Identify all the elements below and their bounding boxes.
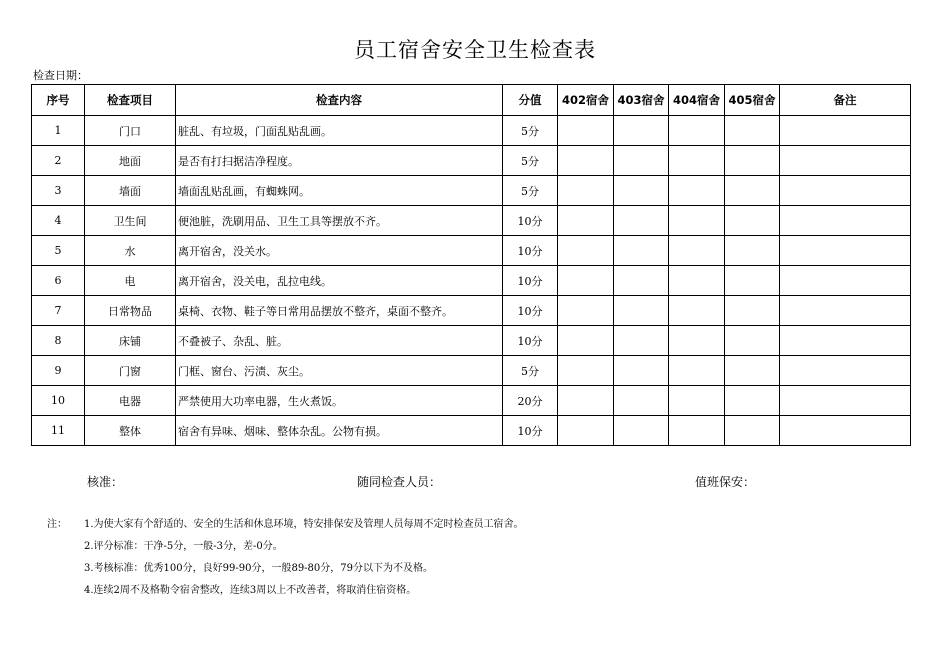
remarks-cell[interactable] — [780, 356, 911, 386]
inspection-item-cell: 床铺 — [85, 326, 176, 356]
inspection-item-cell: 卫生间 — [85, 206, 176, 236]
dorm-404-cell[interactable] — [669, 326, 725, 356]
dorm-405-cell[interactable] — [725, 296, 780, 326]
notes-label: 注： — [47, 519, 67, 530]
table-row — [32, 236, 911, 266]
dorm-402-cell[interactable] — [558, 236, 614, 266]
dorm-403-cell[interactable] — [614, 386, 669, 416]
inspection-content-cell: 墙面乱贴乱画，有蜘蛛网。 — [176, 176, 503, 206]
row-number-cell: 4 — [32, 206, 85, 236]
table-row — [32, 296, 911, 326]
score-cell: 5分 — [503, 116, 558, 146]
dorm-405-cell[interactable] — [725, 356, 780, 386]
dorm-404-cell[interactable] — [669, 386, 725, 416]
inspection-content-cell: 不叠被子、杂乱、脏。 — [176, 326, 503, 356]
dorm-402-cell[interactable] — [558, 116, 614, 146]
dorm-402-cell[interactable] — [558, 326, 614, 356]
header-cell-no: 序号 — [32, 85, 85, 116]
inspection-item-cell: 电 — [85, 266, 176, 296]
inspection-item-cell: 墙面 — [85, 176, 176, 206]
row-number-cell: 8 — [32, 326, 85, 356]
inspection-item-cell: 水 — [85, 236, 176, 266]
dorm-404-cell[interactable] — [669, 116, 725, 146]
table-row — [32, 326, 911, 356]
row-number-cell: 6 — [32, 266, 85, 296]
dorm-405-cell[interactable] — [725, 386, 780, 416]
dorm-403-cell[interactable] — [614, 236, 669, 266]
dorm-403-cell[interactable] — [614, 176, 669, 206]
note-line: 1.为使大家有个舒适的、安全的生活和休息环境，特安排保安及管理人员每周不定时检查员工宿舍。 — [84, 519, 524, 530]
score-cell: 10分 — [503, 206, 558, 236]
header-cell-content: 检查内容 — [176, 85, 503, 116]
table-row — [32, 176, 911, 206]
dorm-402-cell[interactable] — [558, 296, 614, 326]
dorm-404-cell[interactable] — [669, 266, 725, 296]
score-cell: 5分 — [503, 176, 558, 206]
dorm-403-cell[interactable] — [614, 116, 669, 146]
dorm-402-cell[interactable] — [558, 266, 614, 296]
dorm-405-cell[interactable] — [725, 206, 780, 236]
approver-signature-label: 核准： — [87, 475, 124, 489]
table-row — [32, 266, 911, 296]
note-line: 2.评分标准：干净-5分，一般-3分，差-0分。 — [84, 541, 283, 552]
inspection-item-cell: 电器 — [85, 386, 176, 416]
remarks-cell[interactable] — [780, 386, 911, 416]
header-cell-remarks: 备注 — [780, 85, 911, 116]
remarks-cell[interactable] — [780, 296, 911, 326]
remarks-cell[interactable] — [780, 236, 911, 266]
table-row — [32, 356, 911, 386]
inspection-item-cell: 地面 — [85, 146, 176, 176]
remarks-cell[interactable] — [780, 326, 911, 356]
dorm-404-cell[interactable] — [669, 176, 725, 206]
note-line: 3.考核标准：优秀100分，良好99-90分，一般89-80分，79分以下为不及格。 — [84, 563, 434, 574]
header-row — [32, 85, 911, 116]
dorm-405-cell[interactable] — [725, 176, 780, 206]
dorm-403-cell[interactable] — [614, 266, 669, 296]
dorm-403-cell[interactable] — [614, 326, 669, 356]
table-row — [32, 116, 911, 146]
inspection-item-cell: 日常物品 — [85, 296, 176, 326]
table-row — [32, 416, 911, 446]
dorm-405-cell[interactable] — [725, 266, 780, 296]
header-cell-score: 分值 — [503, 85, 558, 116]
inspector-signature-label: 随同检查人员： — [357, 475, 442, 489]
inspection-table — [31, 84, 911, 446]
score-cell: 10分 — [503, 236, 558, 266]
inspection-item-cell: 整体 — [85, 416, 176, 446]
table-row — [32, 146, 911, 176]
header-cell-402: 402宿舍 — [558, 85, 614, 116]
dorm-402-cell[interactable] — [558, 356, 614, 386]
note-line: 4.连续2周不及格勒令宿舍整改，连续3周以上不改善者，将取消住宿资格。 — [84, 585, 417, 596]
score-cell: 10分 — [503, 416, 558, 446]
remarks-cell[interactable] — [780, 176, 911, 206]
dorm-405-cell[interactable] — [725, 326, 780, 356]
inspection-content-cell: 离开宿舍，没关水。 — [176, 236, 503, 266]
row-number-cell: 9 — [32, 356, 85, 386]
header-cell-item: 检查项目 — [85, 85, 176, 116]
inspection-content-cell: 宿舍有异味、烟味、整体杂乱。公物有损。 — [176, 416, 503, 446]
dorm-402-cell[interactable] — [558, 206, 614, 236]
score-cell: 10分 — [503, 266, 558, 296]
dorm-403-cell[interactable] — [614, 416, 669, 446]
header-cell-405: 405宿舍 — [725, 85, 780, 116]
dorm-402-cell[interactable] — [558, 176, 614, 206]
remarks-cell[interactable] — [780, 146, 911, 176]
score-cell: 20分 — [503, 386, 558, 416]
row-number-cell: 3 — [32, 176, 85, 206]
row-number-cell: 11 — [32, 416, 85, 446]
dorm-404-cell[interactable] — [669, 236, 725, 266]
dorm-404-cell[interactable] — [669, 296, 725, 326]
row-number-cell: 7 — [32, 296, 85, 326]
dorm-402-cell[interactable] — [558, 386, 614, 416]
dorm-402-cell[interactable] — [558, 416, 614, 446]
dorm-404-cell[interactable] — [669, 356, 725, 386]
inspection-content-cell: 门框、窗台、污渍、灰尘。 — [176, 356, 503, 386]
dorm-403-cell[interactable] — [614, 296, 669, 326]
sheet-title: 员工宿舍安全卫生检查表 — [354, 38, 596, 62]
dorm-405-cell[interactable] — [725, 116, 780, 146]
inspection-date-label: 检查日期： — [33, 69, 88, 82]
inspection-content-cell: 离开宿舍，没关电，乱拉电线。 — [176, 266, 503, 296]
row-number-cell: 5 — [32, 236, 85, 266]
dorm-405-cell[interactable] — [725, 416, 780, 446]
dorm-403-cell[interactable] — [614, 146, 669, 176]
inspection-content-cell: 是否有打扫据洁净程度。 — [176, 146, 503, 176]
dorm-404-cell[interactable] — [669, 206, 725, 236]
row-number-cell: 10 — [32, 386, 85, 416]
score-cell: 10分 — [503, 326, 558, 356]
remarks-cell[interactable] — [780, 206, 911, 236]
inspection-content-cell: 严禁使用大功率电器，生火煮饭。 — [176, 386, 503, 416]
table-row — [32, 386, 911, 416]
inspection-content-cell: 脏乱、有垃圾，门面乱贴乱画。 — [176, 116, 503, 146]
inspection-item-cell: 门口 — [85, 116, 176, 146]
inspection-item-cell: 门窗 — [85, 356, 176, 386]
inspection-content-cell: 便池脏，洗刷用品、卫生工具等摆放不齐。 — [176, 206, 503, 236]
header-cell-404: 404宿舍 — [669, 85, 725, 116]
row-number-cell: 1 — [32, 116, 85, 146]
score-cell: 10分 — [503, 296, 558, 326]
dorm-405-cell[interactable] — [725, 146, 780, 176]
remarks-cell[interactable] — [780, 416, 911, 446]
score-cell: 5分 — [503, 356, 558, 386]
remarks-cell[interactable] — [780, 116, 911, 146]
dorm-404-cell[interactable] — [669, 146, 725, 176]
table-row — [32, 206, 911, 236]
dorm-405-cell[interactable] — [725, 236, 780, 266]
dorm-403-cell[interactable] — [614, 356, 669, 386]
header-cell-403: 403宿舍 — [614, 85, 669, 116]
remarks-cell[interactable] — [780, 266, 911, 296]
dorm-404-cell[interactable] — [669, 416, 725, 446]
inspection-content-cell: 桌椅、衣物、鞋子等日常用品摆放不整齐，桌面不整齐。 — [176, 296, 503, 326]
dorm-403-cell[interactable] — [614, 206, 669, 236]
row-number-cell: 2 — [32, 146, 85, 176]
guard-signature-label: 值班保安： — [695, 475, 756, 489]
dorm-402-cell[interactable] — [558, 146, 614, 176]
score-cell: 5分 — [503, 146, 558, 176]
